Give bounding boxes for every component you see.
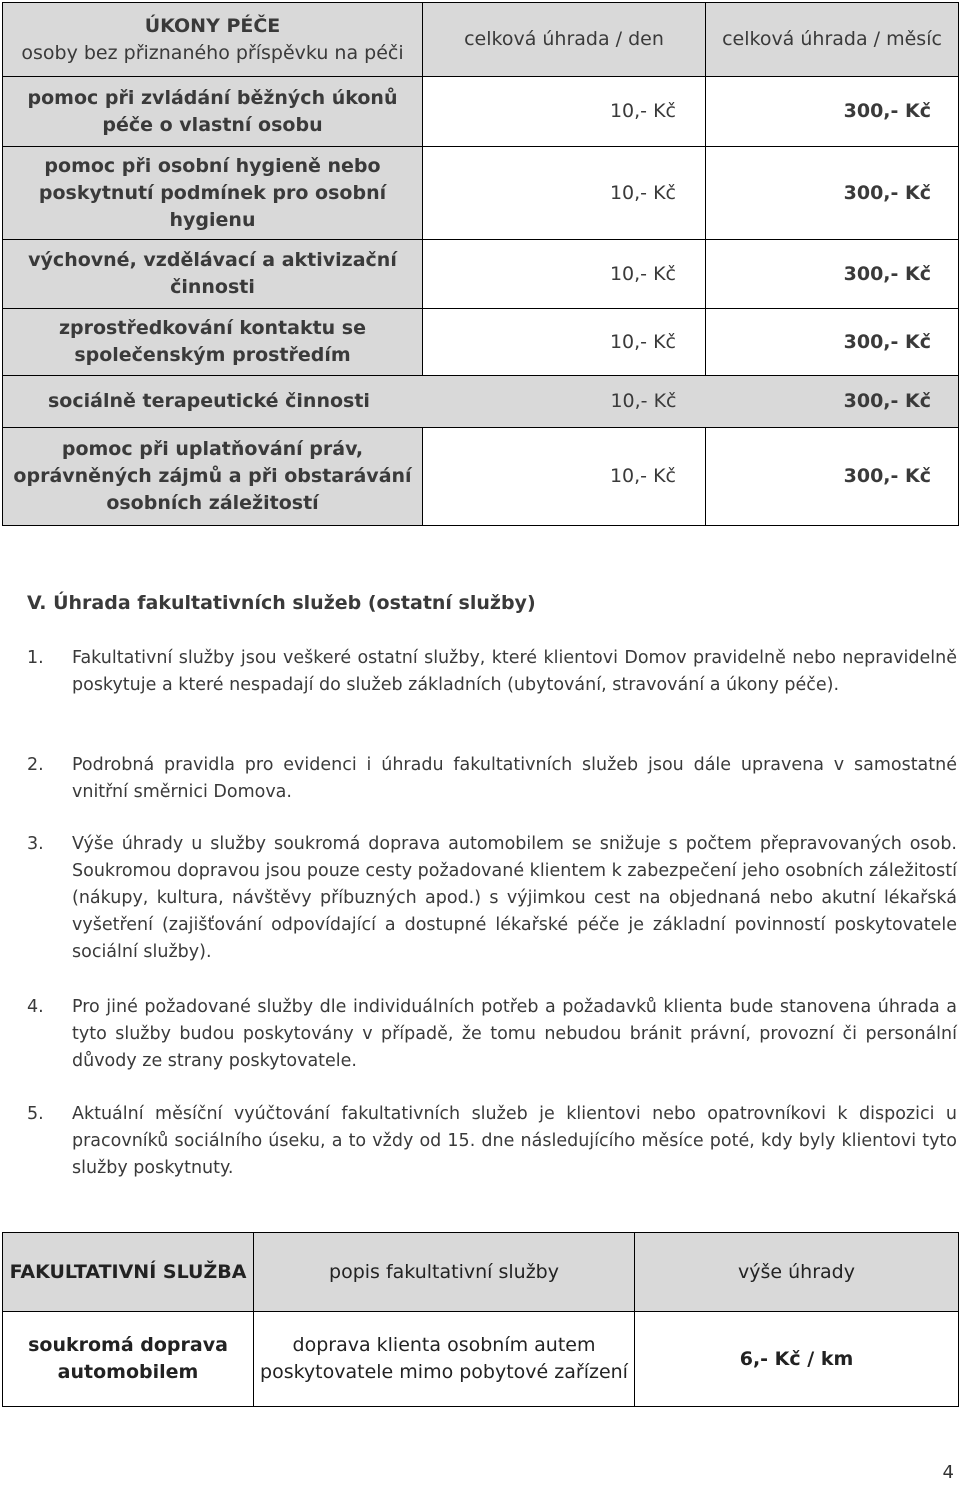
row-label: pomoc při uplatňování práv, oprávněných zájmů a při obstarávání osobních záležitostí xyxy=(3,428,423,526)
paragraph-text: Fakultativní služby jsou veškeré ostatní služby, které klientovi Domov pravidelně nebo nepravidelně poskytuje a které nespadají do služeb základních (ubytování, stravování a úkony péče). xyxy=(72,648,957,695)
paragraph-number: 2. xyxy=(27,755,44,775)
header-col-month: celková úhrada / měsíc xyxy=(706,3,959,77)
header-description: popis fakultativní služby xyxy=(254,1233,635,1312)
header-service: FAKULTATIVNÍ SLUŽBA xyxy=(3,1233,254,1312)
row-day-price: 10,- Kč xyxy=(423,428,706,526)
paragraph-number: 1. xyxy=(27,648,44,668)
table-row xyxy=(3,77,959,147)
row-month-price: 300,- Kč xyxy=(706,147,959,240)
table-row xyxy=(3,376,959,428)
row-day-price: 10,- Kč xyxy=(423,309,706,376)
row-price: 6,- Kč / km xyxy=(635,1312,959,1407)
table-row xyxy=(3,240,959,309)
header-label-cell xyxy=(3,3,423,77)
row-label: pomoc při osobní hygieně nebo poskytnutí podmínek pro osobní hygienu xyxy=(3,147,423,240)
row-month-price: 300,- Kč xyxy=(706,428,959,526)
header-title: ÚKONY PÉČE xyxy=(144,14,281,37)
paragraph-text: Výše úhrady u služby soukromá doprava automobilem se snižuje s počtem přepravovaných osob. Soukromou dopravou jsou pouze cesty požadované klientem k zabezpečení jeho osobních záležitostí (nákupy, kultura, návštěvy příbuzných apod.) s výjimkou cest na objednaná nebo akutní lékařská vyšetření (zajišťování odpovídající a dostupné lékařské péče je základní povinností poskytovatele sociální služby). xyxy=(72,834,957,962)
paragraph-text: Pro jiné požadované služby dle individuálních potřeb a požadavků klienta bude stanovena úhrada a tyto služby budou poskytovány v případě, že tomu nebudou bránit právní, provozní či personální důvody ze strany poskytovatele. xyxy=(72,997,957,1071)
table-row xyxy=(3,309,959,376)
table-header-row xyxy=(3,1233,959,1312)
paragraph-2 xyxy=(27,752,957,806)
row-day-price: 10,- Kč xyxy=(423,147,706,240)
row-label: sociálně terapeutické činnosti xyxy=(3,376,423,428)
table-header-row xyxy=(3,3,959,77)
section-heading: V. Úhrada fakultativních služeb (ostatní služby) xyxy=(27,592,536,614)
row-month-price: 300,- Kč xyxy=(706,376,959,428)
row-day-price: 10,- Kč xyxy=(423,77,706,147)
row-label: pomoc při zvládání běžných úkonů péče o vlastní osobu xyxy=(3,77,423,147)
header-price: výše úhrady xyxy=(635,1233,959,1312)
paragraph-3 xyxy=(27,831,957,966)
row-description: doprava klienta osobním autem poskytovatele mimo pobytové zařízení xyxy=(254,1312,635,1407)
row-month-price: 300,- Kč xyxy=(706,77,959,147)
table-row xyxy=(3,428,959,526)
paragraph-text: Aktuální měsíční vyúčtování fakultativních služeb je klientovi nebo opatrovníkovi k dispozici u pracovníků sociálního úseku, a to vždy od 15. dne následujícího měsíce poté, kdy byly klientovi tyto služby poskytnuty. xyxy=(72,1104,957,1178)
paragraph-text: Podrobná pravidla pro evidenci i úhradu fakultativních služeb jsou dále upravena v samostatné vnitřní směrnici Domova. xyxy=(72,755,957,802)
page-number: 4 xyxy=(942,1462,954,1483)
paragraph-5 xyxy=(27,1101,957,1182)
paragraph-4 xyxy=(27,994,957,1075)
table-row xyxy=(3,1312,959,1407)
row-service: soukromá doprava automobilem xyxy=(3,1312,254,1407)
care-fees-table xyxy=(2,2,959,526)
optional-services-table xyxy=(2,1232,959,1407)
row-month-price: 300,- Kč xyxy=(706,240,959,309)
row-month-price: 300,- Kč xyxy=(706,309,959,376)
row-label: zprostředkování kontaktu se společenským prostředím xyxy=(3,309,423,376)
table-row xyxy=(3,147,959,240)
row-label: výchovné, vzdělávací a aktivizační činnosti xyxy=(3,240,423,309)
paragraph-number: 5. xyxy=(27,1104,44,1124)
header-subtitle: osoby bez přiznaného příspěvku na péči xyxy=(21,41,404,64)
row-day-price: 10,- Kč xyxy=(423,240,706,309)
row-day-price: 10,- Kč xyxy=(423,376,706,428)
paragraph-number: 4. xyxy=(27,997,44,1017)
paragraph-1 xyxy=(27,645,957,699)
header-col-day: celková úhrada / den xyxy=(423,3,706,77)
paragraph-number: 3. xyxy=(27,834,44,854)
